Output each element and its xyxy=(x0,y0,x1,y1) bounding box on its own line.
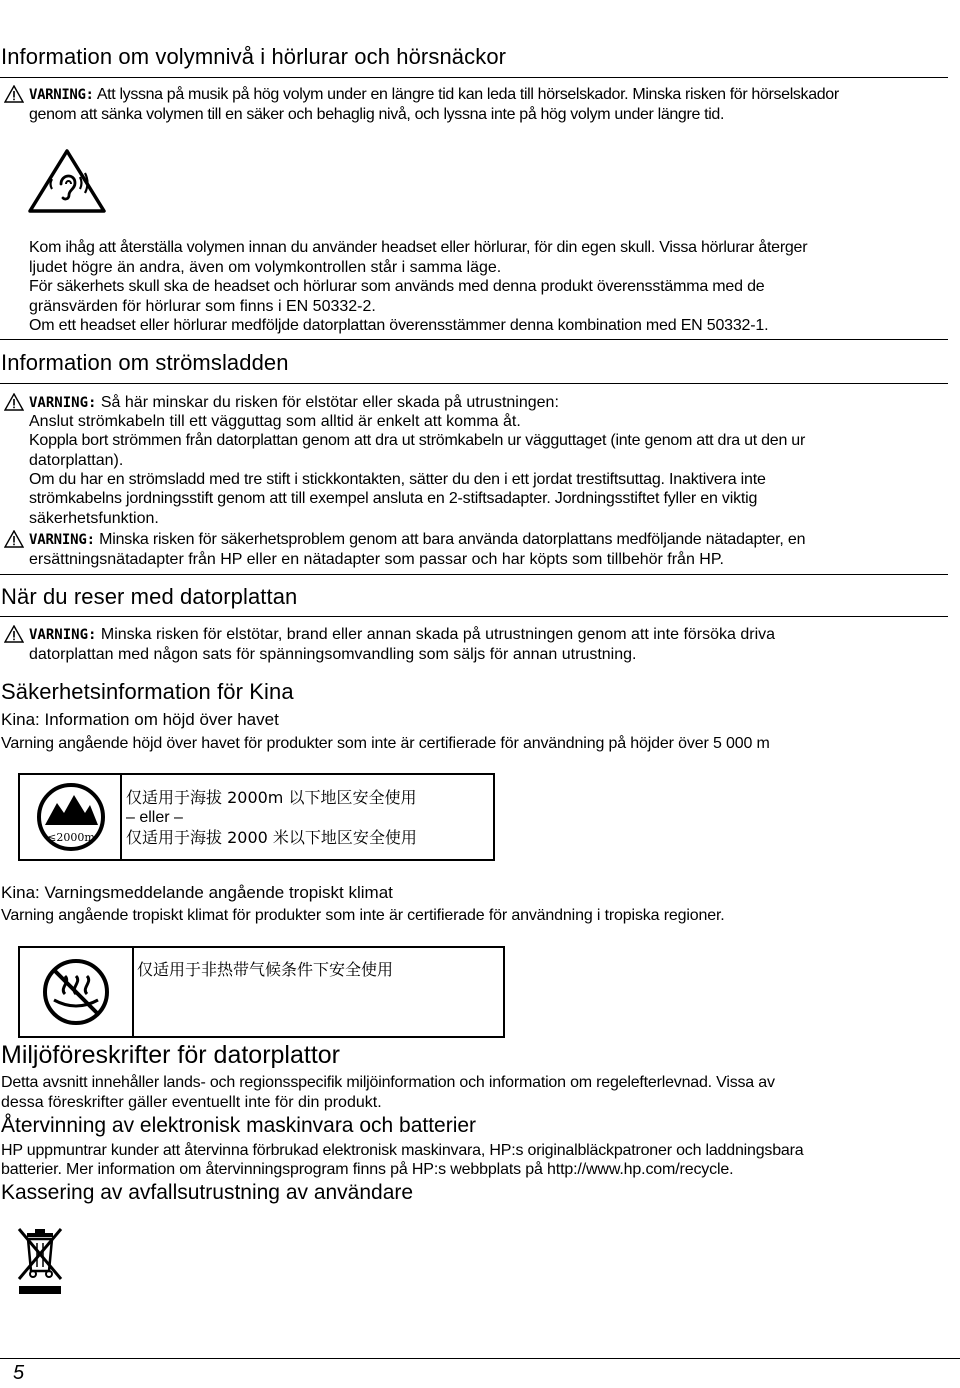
tropical-box-text: 仅适用于非热带气候条件下安全使用 xyxy=(137,960,394,979)
warning-text xyxy=(29,393,559,414)
no-tropical-climate-icon xyxy=(32,956,120,1028)
warning-label: VARNING: xyxy=(29,532,95,548)
warning-line: datorplattan). xyxy=(29,452,124,469)
warning-line: datorplattan med någon sats för spänningsomvandling som säljs för annan utrustning. xyxy=(29,646,637,663)
altitude-mountain-icon xyxy=(28,781,114,855)
warning-text xyxy=(29,625,775,646)
altitude-notice-box xyxy=(18,773,495,861)
page-number: 5 xyxy=(13,1362,25,1384)
subsection-title-recycling: Återvinning av elektronisk maskinvara och batterier xyxy=(1,1114,477,1137)
warning-triangle-icon xyxy=(4,393,24,411)
subheading-altitude: Kina: Information om höjd över havet xyxy=(1,710,279,729)
warning-adapter xyxy=(4,530,944,570)
paragraph-line: ljudet högre än andra, även om volymkontrollen står i samma läge. xyxy=(29,259,502,276)
tropical-warning-text: Varning angående tropiskt klimat för produkter som inte är certifierade för användning i tropiska regioner. xyxy=(1,907,725,924)
warning-triangle-icon xyxy=(4,625,24,643)
warning-line: Minska risken för elstötar, brand eller annan skada på utrustningen genom att inte försöka driva xyxy=(96,626,776,643)
altitude-box-line: – eller – xyxy=(126,809,183,826)
warning-line: Minska risken för säkerhetsproblem genom att bara använda datorplattans medföljande nätadapter, en xyxy=(94,531,806,548)
hearing-warning-icon xyxy=(27,148,107,214)
section-title-china: Säkerhetsinformation för Kina xyxy=(1,679,294,704)
warning-text xyxy=(29,85,839,106)
section-divider xyxy=(0,383,948,384)
subheading-tropical: Kina: Varningsmeddelande angående tropiskt klimat xyxy=(1,883,393,902)
paragraph-line: gränsvärden för hörlurar som finns i EN 50332-2. xyxy=(29,298,376,315)
paragraph-line: Kom ihåg att återställa volymen innan du använder headset eller hörlurar, för din egen skull. Vissa hörlurar återger xyxy=(29,239,808,256)
footer-divider xyxy=(0,1358,960,1359)
warning-power-cord xyxy=(4,393,944,413)
section-divider xyxy=(0,77,948,78)
warning-line: Så här minskar du risken för elstötar eller skada på utrustningen: xyxy=(96,394,559,411)
warning-text xyxy=(29,530,805,551)
warning-line: genom att sänka volymen till en säker och behaglig nivå, och lyssna inte på hög volym under längre tid. xyxy=(29,106,725,123)
altitude-box-line: 仅适用于海拔 2000m 以下地区安全使用 xyxy=(126,788,417,807)
warning-line: Att lyssna på musik på hög volym under en längre tid kan leda till hörselskador. Minska risken för hörselskador xyxy=(93,86,839,103)
section-divider xyxy=(0,339,948,340)
altitude-box-line: 仅适用于海拔 2000 米以下地区安全使用 xyxy=(126,828,417,847)
warning-line: säkerhetsfunktion. xyxy=(29,510,159,527)
warning-label: VARNING: xyxy=(29,395,97,411)
altitude-warning-text: Varning angående höjd över havet för produkter som inte är certifierade för användning på höjder över 5 000 m xyxy=(1,735,770,752)
warning-line: Koppla bort strömmen från datorplattan genom att dra ut strömkabeln ur vägguttaget (inte genom att dra ut den ur xyxy=(29,432,806,449)
paragraph-line: HP uppmuntrar kunder att återvinna förbrukad elektronisk maskinvara, HP:s originalbläckpatroner och laddningsbara xyxy=(1,1142,804,1159)
tropical-notice-box xyxy=(18,946,505,1038)
crossed-out-bin-icon xyxy=(13,1223,67,1297)
section-title-travel: När du reser med datorplattan xyxy=(1,584,298,609)
paragraph-line: Om ett headset eller hörlurar medföljde datorplattan överensstämmer denna kombination med EN 50332-1. xyxy=(29,317,769,334)
warning-line: ersättningsnätadapter från HP eller en nätadapter som passar och har köpts som tillbehör från HP. xyxy=(29,551,724,568)
section-title-environment: Miljöföreskrifter för datorplattor xyxy=(1,1041,341,1069)
paragraph-line: För säkerhets skull ska de headset och hörlurar som används med denna produkt överensstämma med de xyxy=(29,278,765,295)
warning-label: VARNING: xyxy=(29,87,94,103)
paragraph-line: Detta avsnitt innehåller lands- och regionsspecifik miljöinformation och information om regelefterlevnad. Vissa av xyxy=(1,1074,775,1091)
warning-triangle-icon xyxy=(4,530,24,548)
subsection-title-disposal: Kassering av avfallsutrustning av användare xyxy=(1,1181,414,1204)
warning-line: Anslut strömkabeln till ett vägguttag som alltid är enkelt att komma åt. xyxy=(29,413,521,430)
section-divider xyxy=(0,616,948,617)
warning-label: VARNING: xyxy=(29,627,97,643)
paragraph-line: batterier. Mer information om återvinningsprogram finns på HP:s webbplats på http://www.hp.com/recycle. xyxy=(1,1161,734,1178)
warning-line: strömkabelns jordningsstift genom att till exempel ansluta en 2-stiftsadapter. Jordningsstiftet fyller en viktig xyxy=(29,490,758,507)
warning-travel xyxy=(4,625,944,665)
paragraph-line: dessa föreskrifter gäller eventuellt inte för din produkt. xyxy=(1,1094,382,1111)
warning-headphones xyxy=(4,85,944,125)
section-title-power-cord: Information om strömsladden xyxy=(1,350,289,375)
warning-triangle-icon xyxy=(4,85,24,103)
box-divider xyxy=(120,775,122,859)
warning-line: Om du har en strömsladd med tre stift i stickkontakten, sätter du den i ett jordat trestiftsuttag. Inaktivera inte xyxy=(29,471,766,488)
section-divider xyxy=(0,574,948,575)
section-title-headphones: Information om volymnivå i hörlurar och hörsnäckor xyxy=(1,44,507,69)
box-divider xyxy=(132,948,134,1036)
altitude-icon-label: ≤2000m xyxy=(47,831,95,844)
